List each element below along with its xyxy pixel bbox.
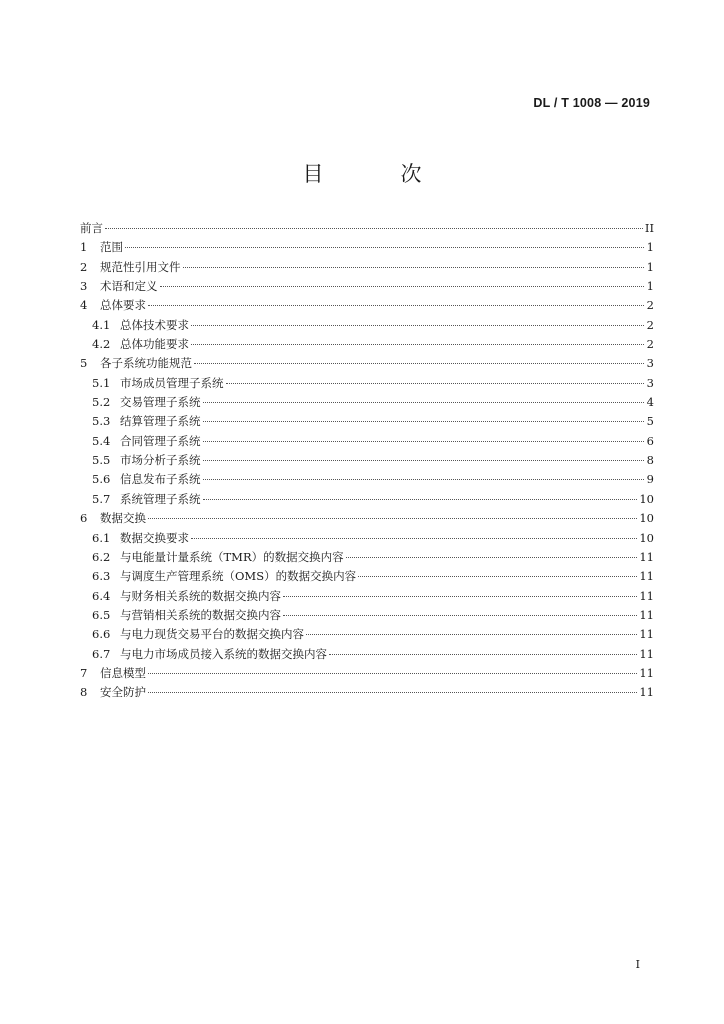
toc-entry-page: 11 xyxy=(639,685,654,700)
toc-entry-label: 前言 xyxy=(80,221,103,235)
toc-entry[interactable] xyxy=(80,490,654,509)
toc-dot-leader xyxy=(191,538,637,539)
toc-dot-leader xyxy=(203,441,645,442)
toc-dot-leader xyxy=(160,286,645,287)
toc-entry-number: 1 xyxy=(80,240,88,255)
toc-entry[interactable] xyxy=(80,509,654,528)
toc-entry-number: 6.3 xyxy=(92,569,111,584)
toc-entry-page: II xyxy=(644,221,654,235)
toc-entry-page: 11 xyxy=(639,569,654,584)
toc-entry-number: 4 xyxy=(80,298,88,313)
toc-dot-leader xyxy=(346,557,638,558)
toc-dot-leader xyxy=(194,363,644,364)
page-number: I xyxy=(635,958,640,971)
toc-entry-number: 3 xyxy=(80,279,88,294)
toc-entry-number: 5.5 xyxy=(92,453,111,468)
toc-dot-leader xyxy=(329,654,637,655)
toc-entry-label: 结算管理子系统 xyxy=(120,414,201,429)
toc-entry-label: 信息模型 xyxy=(100,665,146,680)
toc-entry-page: 2 xyxy=(646,317,654,332)
toc-entry-label: 合同管理子系统 xyxy=(120,433,201,448)
toc-entry-page: 5 xyxy=(646,414,654,429)
toc-entry-page: 9 xyxy=(646,472,654,487)
toc-entry-page: 6 xyxy=(646,433,654,448)
toc-entry-page: 11 xyxy=(639,665,654,680)
toc-entry-label: 与电力市场成员接入系统的数据交换内容 xyxy=(120,646,327,661)
toc-entry-page: 1 xyxy=(646,259,654,274)
toc-entry-page: 8 xyxy=(646,453,654,468)
toc-entry-label: 与财务相关系统的数据交换内容 xyxy=(120,588,281,603)
toc-entry-number: 5 xyxy=(80,356,88,371)
toc-entry-page: 10 xyxy=(639,511,654,526)
toc-dot-leader xyxy=(358,576,637,577)
toc-dot-leader xyxy=(283,596,637,597)
toc-dot-leader xyxy=(148,673,637,674)
toc-entry-page: 3 xyxy=(646,356,654,371)
toc-entry[interactable] xyxy=(80,412,654,431)
toc-dot-leader xyxy=(306,634,637,635)
toc-entry-page: 2 xyxy=(646,337,654,352)
toc-entry-label: 总体要求 xyxy=(100,298,146,313)
toc-entry-label: 与营销相关系统的数据交换内容 xyxy=(120,607,281,622)
toc-entry-page: 4 xyxy=(646,395,654,410)
toc-entry-number: 5.1 xyxy=(92,375,111,390)
toc-entry-number: 6.2 xyxy=(92,549,111,564)
toc-entry-label: 规范性引用文件 xyxy=(100,259,181,274)
toc-entry[interactable] xyxy=(80,645,654,664)
toc-entry-label: 数据交换 xyxy=(100,511,146,526)
toc-entry-label: 总体技术要求 xyxy=(120,317,189,332)
toc-entry[interactable] xyxy=(80,529,654,548)
toc-entry-number: 7 xyxy=(80,665,88,680)
table-of-contents xyxy=(80,219,654,703)
toc-dot-leader xyxy=(203,499,638,500)
toc-entry-label: 与电力现货交易平台的数据交换内容 xyxy=(120,627,304,642)
toc-entry-label: 市场分析子系统 xyxy=(120,453,201,468)
toc-entry[interactable] xyxy=(80,683,654,702)
toc-entry-page: 10 xyxy=(639,530,654,545)
toc-entry-label: 系统管理子系统 xyxy=(120,491,201,506)
toc-entry[interactable] xyxy=(80,432,654,451)
toc-entry-label: 安全防护 xyxy=(100,685,146,700)
toc-entry[interactable] xyxy=(80,606,654,625)
toc-entry-number: 5.3 xyxy=(92,414,111,429)
standard-code: DL / T 1008 — 2019 xyxy=(533,96,650,110)
toc-entry-label: 数据交换要求 xyxy=(120,530,189,545)
toc-dot-leader xyxy=(105,228,643,229)
page-title: 目 次 xyxy=(302,162,450,186)
toc-dot-leader xyxy=(226,383,645,384)
toc-entry-page: 11 xyxy=(639,588,654,603)
toc-entry-label: 与电能量计量系统（TMR）的数据交换内容 xyxy=(120,549,344,564)
toc-entry[interactable] xyxy=(80,374,654,393)
toc-entry[interactable] xyxy=(80,625,654,644)
toc-entry-label: 市场成员管理子系统 xyxy=(120,375,224,390)
toc-entry-label: 交易管理子系统 xyxy=(120,395,201,410)
toc-entry-number: 6.6 xyxy=(92,627,111,642)
toc-entry-number: 5.6 xyxy=(92,472,111,487)
toc-entry-number: 4.2 xyxy=(92,337,111,352)
toc-entry-page: 11 xyxy=(639,549,654,564)
toc-dot-leader xyxy=(191,344,644,345)
toc-dot-leader xyxy=(148,518,637,519)
toc-entry-number: 6.1 xyxy=(92,530,111,545)
toc-entry[interactable] xyxy=(80,548,654,567)
toc-dot-leader xyxy=(125,247,644,248)
toc-entry-page: 1 xyxy=(646,240,654,255)
toc-entry-label: 术语和定义 xyxy=(100,279,158,294)
toc-entry[interactable] xyxy=(80,316,654,335)
toc-dot-leader xyxy=(148,692,637,693)
toc-entry-page: 11 xyxy=(639,607,654,622)
toc-entry-label: 各子系统功能规范 xyxy=(100,356,192,371)
toc-entry-number: 6.7 xyxy=(92,646,111,661)
toc-dot-leader xyxy=(203,402,645,403)
toc-entry[interactable] xyxy=(80,335,654,354)
toc-dot-leader xyxy=(203,479,645,480)
toc-dot-leader xyxy=(191,325,644,326)
toc-entry-page: 11 xyxy=(639,627,654,642)
toc-entry[interactable] xyxy=(80,258,654,277)
toc-entry[interactable] xyxy=(80,238,654,257)
toc-entry[interactable] xyxy=(80,393,654,412)
toc-entry[interactable] xyxy=(80,277,654,296)
toc-entry-page: 1 xyxy=(646,279,654,294)
toc-entry-label: 与调度生产管理系统（OMS）的数据交换内容 xyxy=(120,569,357,584)
toc-entry-number: 5.2 xyxy=(92,395,111,410)
toc-entry[interactable] xyxy=(80,664,654,683)
toc-entry[interactable] xyxy=(80,296,654,315)
toc-entry[interactable] xyxy=(80,587,654,606)
toc-entry-label: 范围 xyxy=(100,240,123,255)
toc-entry-label: 信息发布子系统 xyxy=(120,472,201,487)
toc-dot-leader xyxy=(203,421,645,422)
toc-entry[interactable] xyxy=(80,567,654,586)
toc-entry[interactable] xyxy=(80,219,654,238)
toc-entry-number: 6.5 xyxy=(92,607,111,622)
toc-entry[interactable] xyxy=(80,354,654,373)
toc-entry-number: 6 xyxy=(80,511,88,526)
toc-entry-number: 8 xyxy=(80,685,88,700)
toc-dot-leader xyxy=(183,267,645,268)
toc-entry-number: 5.4 xyxy=(92,433,111,448)
toc-entry[interactable] xyxy=(80,470,654,489)
toc-entry-number: 2 xyxy=(80,259,88,274)
toc-entry-number: 6.4 xyxy=(92,588,111,603)
toc-entry-page: 10 xyxy=(639,491,654,506)
toc-dot-leader xyxy=(283,615,637,616)
toc-entry[interactable] xyxy=(80,451,654,470)
toc-entry-number: 5.7 xyxy=(92,491,111,506)
toc-entry-number: 4.1 xyxy=(92,317,111,332)
toc-entry-label: 总体功能要求 xyxy=(120,337,189,352)
toc-entry-page: 2 xyxy=(646,298,654,313)
toc-entry-page: 3 xyxy=(646,375,654,390)
toc-entry-page: 11 xyxy=(639,646,654,661)
toc-dot-leader xyxy=(203,460,645,461)
toc-dot-leader xyxy=(148,305,644,306)
